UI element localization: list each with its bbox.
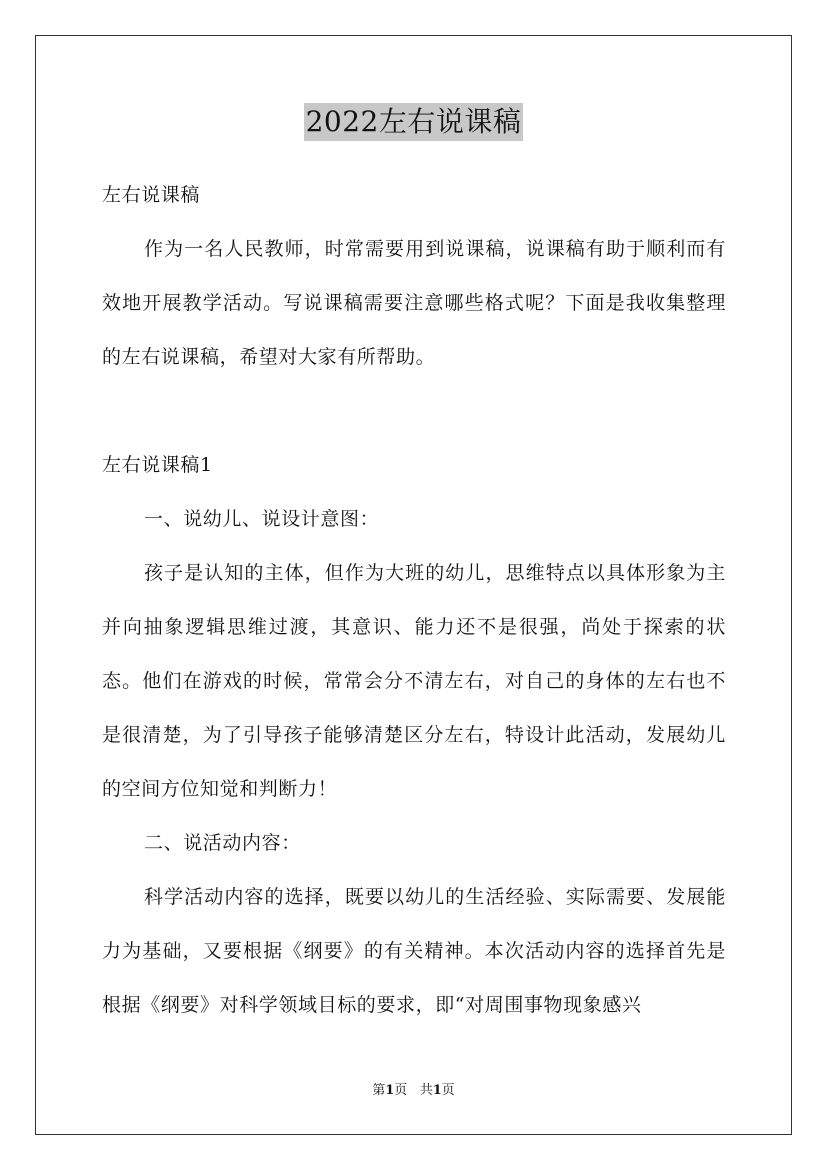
section-heading: 左右说课稿1 [102,454,213,476]
total-prefix: 共 [419,1083,433,1098]
title-container [0,103,827,141]
subtitle: 左右说课稿 [102,184,201,206]
part2-paragraph: 科学活动内容的选择，既要以幼儿的生活经验、实际需要、发展能力为基础，又要根据《纲要》的有关精神。本次活动内容的选择首先是根据《纲要》对科学领域目标的要求，即“对周围事物现象感兴 [102,886,726,1016]
part1-heading: 一、说幼儿、说设计意图： [144,508,380,530]
page-footer [0,1082,827,1100]
paragraph-gap [102,384,726,438]
page-prefix: 第 [372,1083,386,1098]
part1-paragraph: 孩子是认知的主体，但作为大班的幼儿，思维特点以具体形象为主并向抽象逻辑思维过渡，其意识、能力还不是很强，尚处于探索的状态。他们在游戏的时候，常常会分不清左右，对自己的身体的左右也不是很清楚，为了引导孩子能够清楚区分左右，特设计此活动，发展幼儿的空间方位知觉和判断力！ [102,562,726,800]
total-pages: 1 [432,1083,442,1098]
document-title: 2022左右说课稿 [304,103,524,141]
intro-paragraph: 作为一名人民教师，时常需要用到说课稿，说课稿有助于顺利而有效地开展教学活动。写说课稿需要注意哪些格式呢？下面是我收集整理的左右说课稿，希望对大家有所帮助。 [102,238,726,368]
document-body [102,168,726,1032]
total-suffix: 页 [441,1083,455,1098]
page-number: 1 [385,1083,395,1098]
page-suffix: 页 [394,1083,408,1098]
part2-heading: 二、说活动内容： [144,832,301,854]
